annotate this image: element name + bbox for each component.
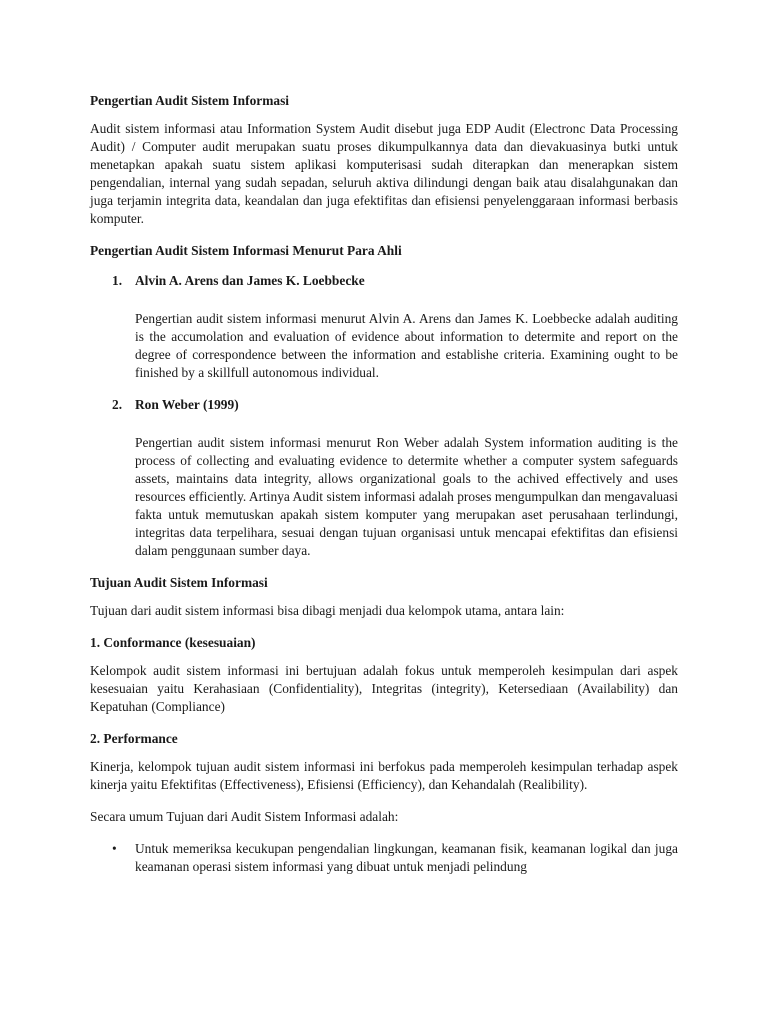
heading-tujuan: Tujuan Audit Sistem Informasi xyxy=(90,575,268,590)
paragraph-conformance: Kelompok audit sistem informasi ini bertujuan adalah fokus untuk memperoleh kesimpulan dari aspek kesesuaian yaitu Kerahasiaan (Confidentiality), Integritas (integrity), Ketersediaan (Availability) dan Kepatuhan (Compliance) xyxy=(90,663,678,714)
expert-text: Pengertian audit sistem informasi menurut Ron Weber adalah System information auditing is the process of collecting and evaluating evidence to determite whether a computer system safeguards assets, maintains data integrity, allows organizational goals to the achived effectively and uses resources efficiently. Artinya Audit sistem informasi adalah proses mengumpulkan dan mengavaluasi fakta untuk memutuskan apakah sistem komputer yang merupakan aset perusahaan terlindungi, integritas data terpelihara, sesuai dengan tujuan organisasi untuk mencapai efektifitas dan efisiensi dalam penggunaan sumber daya. xyxy=(135,435,678,558)
expert-name: Ron Weber (1999) xyxy=(135,397,239,412)
expert-name: Alvin A. Arens dan James K. Loebbecke xyxy=(135,273,365,288)
paragraph-performance: Kinerja, kelompok tujuan audit sistem informasi ini berfokus pada memperoleh kesimpulan terhadap aspek kinerja yaitu Efektifitas (Effectiveness), Efisiensi (Efficiency), dan Kehandalah (Realibility). xyxy=(90,759,678,792)
bullet-icon: • xyxy=(112,841,117,856)
expert-number: 2. xyxy=(112,397,123,412)
bullet-item xyxy=(90,840,678,876)
document-body xyxy=(90,92,678,876)
heading-menurut-ahli: Pengertian Audit Sistem Informasi Menurut Para Ahli xyxy=(90,243,402,258)
expert-item-1 xyxy=(90,272,678,290)
expert-text: Pengertian audit sistem informasi menurut Alvin A. Arens dan James K. Loebbecke adalah auditing is the accumolation and evaluation of evidence about information to determite and report on the degree of correspondence between the information and establishe criteria. Examining ought to be finished by a skillfull autonomous individual. xyxy=(135,311,678,380)
heading-pengertian: Pengertian Audit Sistem Informasi xyxy=(90,93,289,108)
paragraph-pengertian: Audit sistem informasi atau Information System Audit disebut juga EDP Audit (Electronc Data Processing Audit) / Computer audit merupakan suatu proses dikumpulkannya data dan dievakuasinya butki untuk menetapkan apakah suatu sistem aplikasi komputerisasi sudah diterapkan dan menerapkan sistem pengendalian, internal yang sudah sepadan, seluruh aktiva dilindungi dengan baik atau disalahgunakan dan juga terjamin integrita data, keandalan dan juga efektifitas dan efisiensi penyelenggaraan informasi berbasis komputer. xyxy=(90,121,678,226)
heading-performance: 2. Performance xyxy=(90,731,178,746)
heading-conformance: 1. Conformance (kesesuaian) xyxy=(90,635,256,650)
bullet-text: Untuk memeriksa kecukupan pengendalian lingkungan, keamanan fisik, keamanan logikal dan juga keamanan operasi sistem informasi yang dibuat untuk menjadi pelindung xyxy=(135,841,678,874)
paragraph-tujuan: Tujuan dari audit sistem informasi bisa dibagi menjadi dua kelompok utama, antara lain: xyxy=(90,603,565,618)
paragraph-umum: Secara umum Tujuan dari Audit Sistem Informasi adalah: xyxy=(90,809,399,824)
expert-number: 1. xyxy=(112,273,123,288)
expert-item-2 xyxy=(90,396,678,414)
